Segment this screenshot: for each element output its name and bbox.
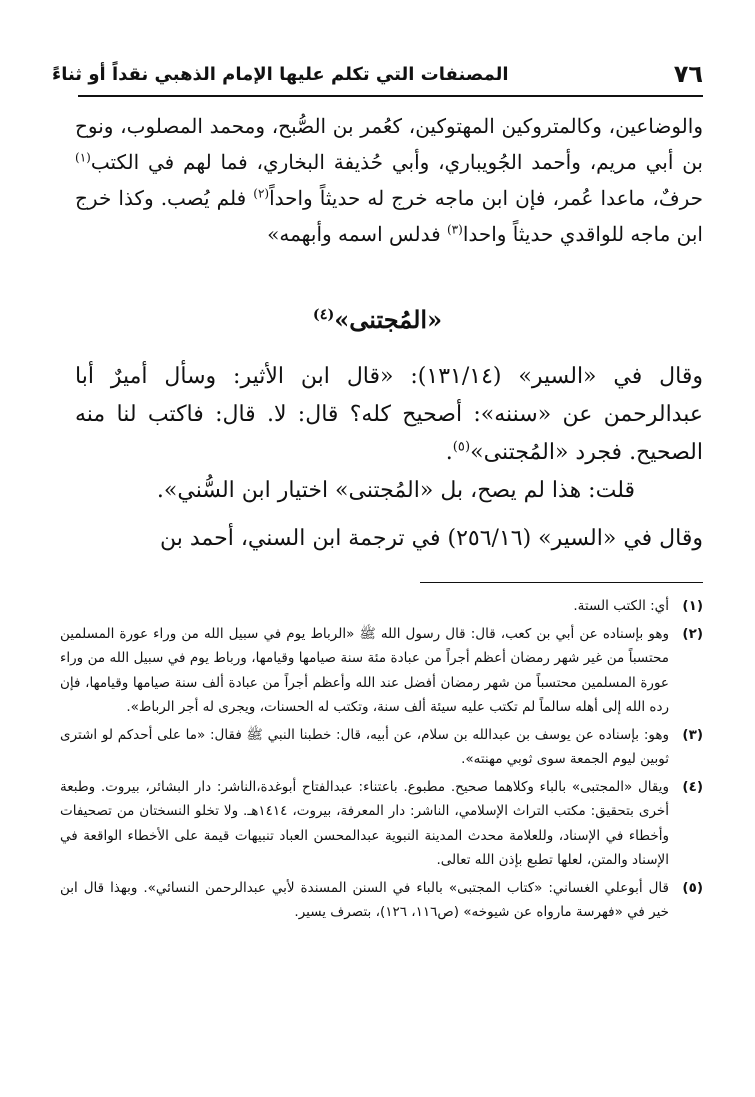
section-heading <box>0 305 755 334</box>
footnote-number: (٤) <box>682 778 703 795</box>
footnote-ref-1: (١) <box>75 150 91 165</box>
running-title: المصنفات التي تكلم عليها الإمام الذهبي نقداً أو ثناءً <box>52 63 509 85</box>
footnote-number: (٥) <box>682 879 703 896</box>
page-number: ٧٦ <box>673 60 703 88</box>
footnote-number: (٢) <box>682 625 703 642</box>
footnote-text: أي: الكتب الستة. <box>573 598 669 614</box>
body-paragraph-2 <box>75 358 703 472</box>
footnote-3 <box>60 723 703 772</box>
p1-text-2: حرفٌ، ماعدا عُمر، فإن ابن ماجه خرج له حديثاً واحداً <box>269 186 704 210</box>
p1-text-1: والوضاعين، وكالمتروكين المهتوكين، كعُمر بن الصُّبح، ومحمد المصلوب، ونوح بن أبي مريم، وأحمد الجُويباري، وأبي حُذيفة البخاري، فما لهم في الكتب <box>75 114 703 174</box>
footnote-text: ويقال «المجتبى» بالباء وكلاهما صحيح. مطبوع. باعتناء: عبدالفتاح أبوغدة،الناشر: دار البشائر، بيروت. وطبعة أخرى بتحقيق: مكتب التراث الإسلامي، الناشر: دار المعرفة، بيروت، ١٤١٤هـ. ولا تخلو النسختان من تصحيفات وأخطاء في الإسناد، وللعلامة محدث المدينة النبوية عبدالمحسن العباد تنبيهات قيمة على الأخطاء الواقعة في الإسناد والمتن، لعلها تطبع بإذن الله تعالى. <box>60 778 669 868</box>
footnote-5 <box>60 876 703 925</box>
p2-text-2: . <box>445 440 453 465</box>
footnote-number: (١) <box>682 598 703 614</box>
body-paragraph-1 <box>75 108 703 252</box>
footnote-ref-4: (٤) <box>312 306 335 323</box>
body-paragraph-3: قلت: هذا لم يصح، بل «المُجتنى» اختيار ابن السُّني». <box>156 478 635 503</box>
footnote-text: وهو: بإسناده عن يوسف بن عبدالله بن سلام، عن أبيه، قال: خطبنا النبي ﷺ فقال: «ما على أحدكم لو اشترى ثوبين ليوم الجمعة سوى ثوبي مهنته». <box>60 726 669 767</box>
footnotes-section <box>60 594 703 928</box>
footnote-number: (٣) <box>682 726 703 743</box>
p2-text-1: وقال في «السير» (١٣١/١٤): «قال ابن الأثير: وسأل أميرٌ أبا عبدالرحمن عن «سننه»: أصحيح كله؟ قال: لا. قال: فاكتب لنا منه الصحيح. فجرد «المُجتنى» <box>75 364 703 465</box>
footnote-divider <box>420 582 703 583</box>
footnote-ref-3: (٣) <box>446 222 463 237</box>
footnote-ref-5: (٥) <box>452 439 471 455</box>
header-divider <box>78 95 703 97</box>
footnote-1 <box>60 594 703 619</box>
footnote-4 <box>60 775 703 873</box>
body-paragraph-4: وقال في «السير» (٢٥٦/١٦) في ترجمة ابن السني، أحمد بن <box>159 526 703 551</box>
p1-text-3: فلم يُصب. وكذا خرج ابن ماجه للواقدي حديثاً واحدا <box>75 186 703 246</box>
footnote-ref-2: (٢) <box>253 186 270 201</box>
footnote-text: وهو بإسناده عن أبي بن كعب، قال: قال رسول الله ﷺ «الرباط يوم في سبيل الله من وراء عورة المسلمين محتسباً من غير شهر رمضان أعظم أجراً من عبادة مئة سنة صيامها وقيامها، ورباط يوم في سبيل الله من وراء عورة المسلمين محتسباً من شهر رمضان أفضل عند الله وأعظم أجراً من عبادة ألف سنة صيامها وقيامها، فإن رده الله إلى أهله سالماً لم تكتب عليه سيئة ألف سنة، وتكتب له الحسنات، ويجرى له أجر الرباط». <box>60 625 669 715</box>
page-header <box>52 55 703 93</box>
section-title: «المُجتنى» <box>334 305 443 334</box>
footnote-2 <box>60 622 703 720</box>
p1-text-4: فدلس اسمه وأبهمه» <box>267 222 447 246</box>
footnote-text: قال أبوعلي الغساني: «كتاب المجتبى» بالباء في السنن المسندة لأبي عبدالرحمن النسائي». وبهذا قال ابن خير في «فهرسة مارواه عن شيوخه» (ص١١٦، ١٢٦)، بتصرف يسير. <box>60 879 669 920</box>
